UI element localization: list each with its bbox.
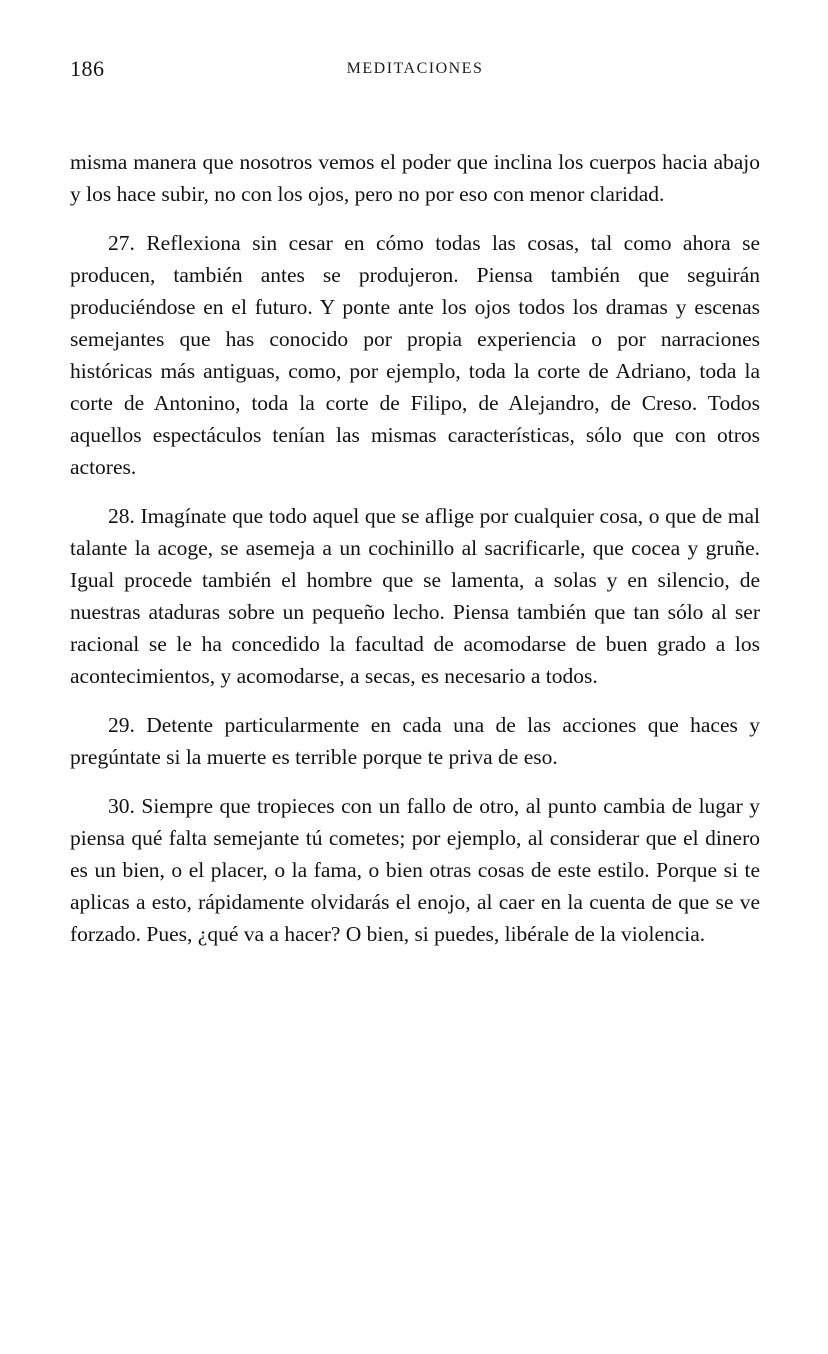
paragraph-29: 29. Detente particularmente en cada una de las acciones que haces y pregúntate si la muerte es terrible porque te priva de eso.: [70, 713, 760, 769]
paragraph-continuation: misma manera que nosotros vemos el poder que inclina los cuerpos hacia abajo y los hace subir, no con los ojos, pero no por eso con menor claridad.: [70, 150, 760, 206]
page-header: [70, 56, 760, 84]
page-body: [70, 146, 760, 950]
paragraph-30: 30. Siempre que tropieces con un fallo de otro, al punto cambia de lugar y piensa qué falta semejante tú cometes; por ejemplo, al considerar que el dinero es un bien, o el placer, o la fama, o bien otras cosas de este estilo. Porque si te aplicas a esto, rápidamente olvidarás el enojo, al caer en la cuenta de que se ve forzado. Pues, ¿qué va a hacer? O bien, si puedes, libérale de la violencia.: [70, 794, 760, 946]
running-title: MEDITACIONES: [346, 60, 484, 77]
paragraph-27: 27. Reflexiona sin cesar en cómo todas las cosas, tal como ahora se producen, también antes se produjeron. Piensa también que seguirán produciéndose en el futuro. Y ponte ante los ojos todos los dramas y escenas semejantes que has conocido por propia experiencia o por narraciones históricas más antiguas, como, por ejemplo, toda la corte de Adriano, toda la corte de Antonino, toda la corte de Filipo, de Alejandro, de Creso. Todos aquellos espectáculos tenían las mismas características, sólo que con otros actores.: [70, 231, 760, 479]
paragraph-28: 28. Imagínate que todo aquel que se aflige por cualquier cosa, o que de mal talante la acoge, se asemeja a un cochinillo al sacrificarle, que cocea y gruñe. Igual procede también el hombre que se lamenta, a solas y en silencio, de nuestras ataduras sobre un pequeño lecho. Piensa también que tan sólo al ser racional se le ha concedido la facultad de acomodarse de buen grado a los acontecimientos, y acomodarse, a secas, es necesario a todos.: [70, 504, 760, 688]
page-number: 186: [70, 56, 105, 81]
